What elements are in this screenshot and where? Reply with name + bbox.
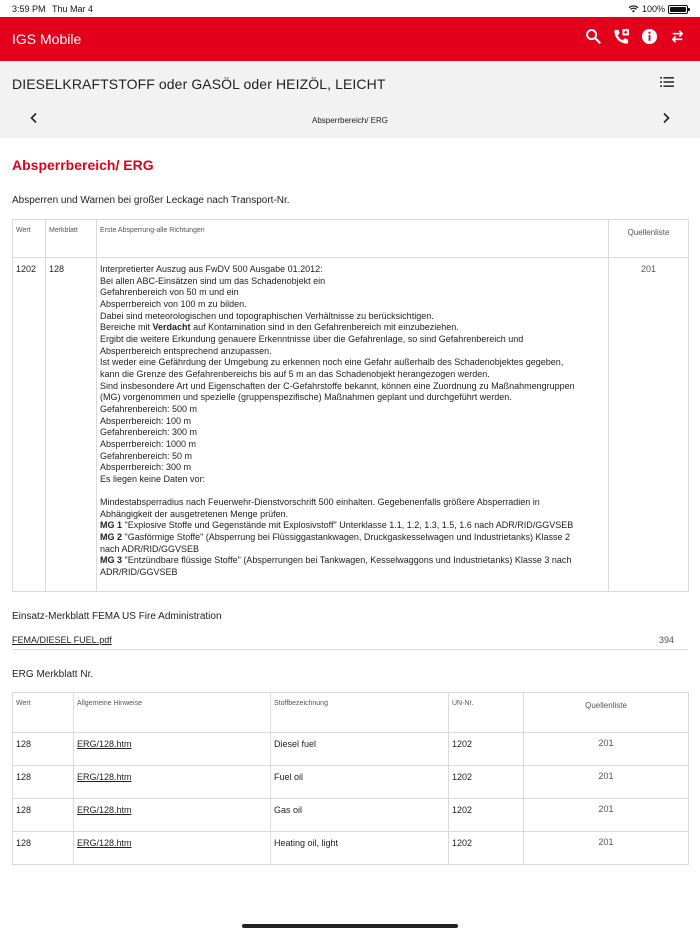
- text-line: Absperrbereich von 100 m zu bilden.: [100, 298, 247, 309]
- mg-label: MG 1: [100, 520, 123, 531]
- cell-merkblatt: 128: [46, 258, 97, 592]
- erg-link[interactable]: ERG/128.htm: [77, 772, 132, 782]
- col-header-merkblatt: Merkblatt: [46, 220, 97, 258]
- list-icon[interactable]: [660, 76, 674, 88]
- text-bold: Verdacht: [152, 322, 191, 333]
- cell-wert: 128: [13, 832, 74, 865]
- cell-un: 1202: [449, 832, 524, 865]
- text-line: Gefahrenbereich von 50 m und ein: [100, 287, 239, 298]
- col-header-wert: Wert: [13, 220, 46, 258]
- text-line: Gefahrenbereich: 500 m: [100, 403, 198, 414]
- cell-stoff: Fuel oil: [271, 766, 449, 799]
- table1-heading: Absperren und Warnen bei großer Leckage nach Transport-Nr.: [12, 195, 290, 206]
- section-nav-title: Absperrbereich/ ERG: [311, 116, 389, 125]
- cell-quelle: 201: [524, 766, 689, 799]
- table-row: [13, 766, 689, 799]
- wifi-icon: [628, 5, 639, 13]
- text-line: Gefahrenbereich: 50 m: [100, 450, 193, 461]
- cell-un: 1202: [449, 799, 524, 832]
- battery-icon: [668, 5, 688, 14]
- table-row: [13, 832, 689, 865]
- status-bar: [0, 0, 700, 17]
- text-line: [100, 532, 605, 544]
- info-icon[interactable]: [641, 28, 658, 45]
- text-line: (MG) vorgenommen und spezielle (gruppenspezifische) Maßnahmen geplant und durchgeführt werden.: [100, 392, 512, 403]
- text-line: nach ADR/RID/GGVSEB: [100, 543, 200, 554]
- cell-link: [74, 766, 271, 799]
- text-line: Abhängigkeit der ausgetretenen Menge prüfen.: [100, 508, 289, 519]
- table-row: [13, 733, 689, 766]
- app-actions: [585, 28, 686, 45]
- title-bar: [0, 61, 700, 138]
- col-header-un: UN-Nr.: [449, 693, 524, 733]
- cell-text: [97, 258, 609, 592]
- phone-add-icon[interactable]: [613, 28, 630, 45]
- cell-wert: 128: [13, 733, 74, 766]
- col-header-hinweise: Allgemeine Hinweise: [74, 693, 271, 733]
- text-line: Absperrbereich: 100 m: [100, 415, 192, 426]
- text-line: Sind insbesondere Art und Eigenschaften der C-Gefahrstoffe bekannt, können eine Zuordnung zu Maßnahmengruppen: [100, 380, 575, 391]
- cell-wert: 128: [13, 766, 74, 799]
- col-header-wert: Wert: [13, 693, 74, 733]
- text-line: [100, 520, 605, 532]
- text-line: Interpretierter Auszug aus FwDV 500 Ausgabe 01.2012:: [100, 264, 323, 274]
- mg-text: "Explosive Stoffe und Gegenstände mit Explosivstoff" Unterklasse 1.1, 1.2, 1.3, 1.5, 1.6 nach ADR/RID/GGVSEB: [122, 520, 574, 531]
- cell-quelle: 201: [524, 733, 689, 766]
- mg-label: MG 2: [100, 532, 123, 543]
- text-line: ADR/RID/GGVSEB: [100, 567, 178, 578]
- status-time: 3:59 PM: [12, 4, 46, 14]
- text-line: Absperrbereich: 1000 m: [100, 438, 197, 449]
- app-title: IGS Mobile: [12, 31, 82, 47]
- text-line: Mindestabsperradius nach Feuerwehr-Dienstvorschrift 500 einhalten. Gegebenenfalls größere Absperradien in: [100, 497, 540, 508]
- battery-percent: 100%: [641, 4, 665, 14]
- mg-label: MG 3: [100, 555, 123, 566]
- cell-link: [74, 832, 271, 865]
- text-line: Absperrbereich entsprechend anzupassen.: [100, 345, 272, 356]
- fema-number: 394: [658, 635, 674, 645]
- text-line: Ist weder eine Gefährdung der Umgebung zu erkennen noch eine Gefahr außerhalb des Schadenobjektes gegeben,: [100, 357, 564, 368]
- text-line: [100, 322, 605, 334]
- erg-link[interactable]: ERG/128.htm: [77, 805, 132, 815]
- mg-text: "Entzündbare flüssige Stoffe" (Absperrungen bei Tankwagen, Kesselwaggons und Industrietanks) Klasse 3 nach: [122, 555, 572, 566]
- text-line: Ergibt die weitere Erkundung genauere Erkenntnisse über die Gefahrenlage, so sind Gefahrenbereich und: [100, 333, 524, 344]
- table-header-row: [13, 220, 689, 258]
- chevron-right-icon[interactable]: [659, 111, 673, 125]
- col-header-stoff: Stoffbezeichnung: [271, 693, 449, 733]
- col-header-quellen: Quellenliste: [609, 220, 689, 258]
- app-bar: [0, 17, 700, 61]
- home-indicator[interactable]: [242, 924, 458, 928]
- erg-heading: ERG Merkblatt Nr.: [12, 669, 94, 680]
- text-line: [100, 555, 605, 567]
- text-line: Absperrbereich: 300 m: [100, 462, 192, 473]
- text-line: Dabei sind meteorologischen und topographischen Verhältnisse zu berücksichtigen.: [100, 310, 434, 321]
- cell-un: 1202: [449, 733, 524, 766]
- col-header-quellen: Quellenliste: [524, 693, 689, 733]
- cell-link: [74, 733, 271, 766]
- fema-pdf-link[interactable]: FEMA/DIESEL FUEL.pdf: [12, 635, 112, 645]
- cell-un: 1202: [449, 766, 524, 799]
- text-span: Bereiche mit: [100, 322, 153, 333]
- cell-wert: 1202: [13, 258, 46, 592]
- text-line: Gefahrenbereich: 300 m: [100, 427, 198, 438]
- status-indicators: [628, 4, 688, 14]
- table-row: [13, 799, 689, 832]
- table-header-row: [13, 693, 689, 733]
- cell-stoff: Heating oil, light: [271, 832, 449, 865]
- cell-stoff: Gas oil: [271, 799, 449, 832]
- section-heading: Absperrbereich/ ERG: [12, 157, 154, 173]
- cell-wert: 128: [13, 799, 74, 832]
- table-row: [13, 258, 689, 592]
- cell-quelle: 201: [524, 832, 689, 865]
- absperr-table: [12, 219, 689, 592]
- status-date: Thu Mar 4: [52, 4, 94, 14]
- text-span: auf Kontamination sind in den Gefahrenbereich mit einzubeziehen.: [190, 322, 459, 333]
- cell-quelle: 201: [609, 258, 689, 592]
- page-title: DIESELKRAFTSTOFF oder GASÖL oder HEIZÖL, LEICHT: [12, 76, 386, 92]
- swap-arrows-icon[interactable]: [669, 28, 686, 45]
- erg-link[interactable]: ERG/128.htm: [77, 739, 132, 749]
- mg-text: "Gasförmige Stoffe" (Absperrung bei Flüssiggastankwagen, Druckgaskesselwagen und Industrietanks) Klasse 2: [122, 532, 570, 543]
- fema-heading: Einsatz-Merkblatt FEMA US Fire Administration: [12, 611, 222, 622]
- search-icon[interactable]: [585, 28, 602, 45]
- erg-link[interactable]: ERG/128.htm: [77, 838, 132, 848]
- text-line: Bei allen ABC-Einsätzen sind um das Schadenobjekt ein: [100, 275, 326, 286]
- battery-fill: [670, 7, 686, 12]
- cell-stoff: Diesel fuel: [271, 733, 449, 766]
- text-line: kann die Grenze des Gefahrenbereichs bis auf 5 m an das Schadenobjekt herangezogen werden.: [100, 368, 490, 379]
- cell-quelle: 201: [524, 799, 689, 832]
- text-line: Es liegen keine Daten vor:: [100, 473, 206, 484]
- fema-row: [12, 635, 688, 650]
- cell-link: [74, 799, 271, 832]
- col-header-erste: Erste Absperrung-alle Richtungen: [97, 220, 609, 258]
- erg-table: [12, 692, 689, 865]
